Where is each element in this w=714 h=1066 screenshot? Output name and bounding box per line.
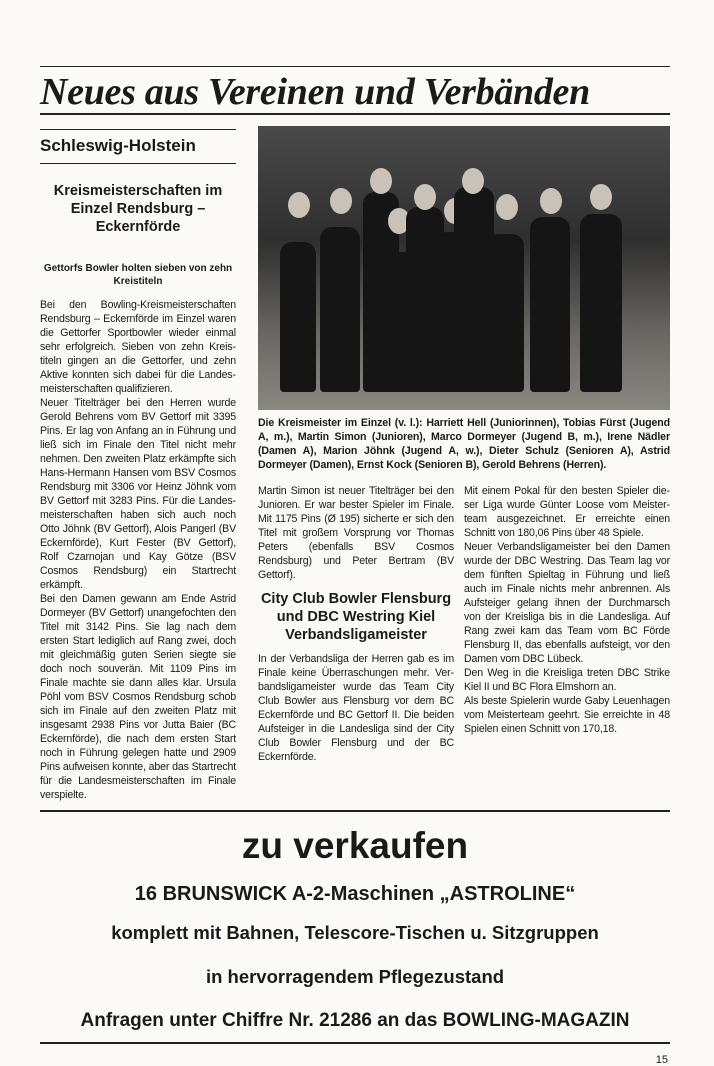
page-title: Neues aus Vereinen und Verbänden	[40, 71, 590, 113]
paragraph: Mit einem Pokal für den besten Spieler dieser Liga wurde Günter Loose vom Meisterteam ausgezeichnet. Er erreichte einen Schnitt von 180,06 Pins über 48 Spiele.	[464, 485, 670, 539]
article-headline: Kreismeisterschaften im Einzel Rendsburg – Eckernförde	[53, 183, 223, 235]
ad-headline: zu verkaufen	[241, 825, 469, 866]
paragraph: Als beste Spielerin wurde Gaby Leuenhagen vom Meisterteam geehrt. Sie erreichte in 48 Spielen einen Schnitt von 170,18.	[464, 695, 670, 735]
column-right-area	[258, 126, 670, 764]
ad-line: in hervorragendem Pflegezustand	[205, 966, 505, 987]
article-headline: City Club Bowler Flensburg und DBC Westring Kiel Verbandsligameister	[260, 591, 452, 643]
article-kicker: Gettorfs Bowler holten sieben von zehn Kreistiteln	[43, 263, 233, 287]
region-heading: Schleswig-Holstein	[40, 129, 236, 164]
photo-caption: Die Kreismeister im Einzel (v. l.): Harriett Hell (Juniorinnen), Tobias Fürst (Jugend A, m.), Martin Simon (Junioren), Marco Dormeyer (Jugend B, m.), Irene Nädler (Damen A), Marion Jöhnk (Jugend A, w.), Dieter Schulz (Senioren A), Astrid Dormeyer (Damen), Ernst Kock (Senioren B), Gerold Behrens (Herren).	[258, 417, 670, 471]
column-left	[40, 126, 236, 802]
paragraph: In der Verbandsliga der Herren gab es im Finale keine Überraschungen mehr. Verbandsligameister wurde das Team City Club Bowler aus Flensburg vor dem BC Eckernförde und BC Gettorf II. Die beiden Aufsteiger in die Landesliga sind der City Club Bowler Flensburg und der BC Eckernförde.	[258, 653, 454, 763]
article-body	[40, 298, 236, 802]
ad-line: komplett mit Bahnen, Telescore-Tischen u. Sitzgruppen	[111, 922, 599, 943]
top-rule	[40, 66, 670, 67]
ad-line: 16 BRUNSWICK A-2-Maschinen „ASTROLINE“	[134, 883, 576, 905]
paragraph: Martin Simon ist neuer Titelträger bei den Junioren. Er war bester Spieler im Finale. Mit 1175 Pins (Ø 195) sicherte er sich den Titel mit großem Vorsprung vor Thomas Peters (ebenfalls BSV Cosmos Rendsburg) und Peter Bertram (BV Gettorf).	[258, 485, 454, 581]
ad-line: Anfragen unter Chiffre Nr. 21286 an das BOWLING-MAGAZIN	[80, 1010, 630, 1031]
paragraph: Den Weg in die Kreisliga treten DBC Strike Kiel II und BC Flora Elmshorn an.	[464, 667, 670, 693]
team-photo	[258, 126, 670, 410]
column-right	[464, 484, 670, 764]
masthead	[40, 66, 670, 115]
content	[40, 126, 670, 1066]
paragraph: Bei den Bowling-Kreismeisterschaften Rendsburg – Eckernförde im Einzel waren die Gettorfer Sportbowler wieder einmal sehr erfolgreich. Sieben von zehn Kreistiteln gingen an die Gettorfer, und zehn Aktive konnten sich dabei für die Landesmeisterschaften qualifizieren.	[40, 299, 236, 395]
advertisement	[40, 810, 670, 1044]
paragraph: Bei den Damen gewann am Ende Astrid Dormeyer (BV Gettorf) unangefochten den Titel mit 3142 Pins. Sie lag nach dem ersten Start lediglich auf Rang zwei, doch mit gleichmäßig guten Serien siegte sie doch noch souverän. Mit 1109 Pins im Finale machte sie dann alles klar. Ursula Pöhl vom BSV Cosmos Rendsburg schob sich im Finale auf den zweiten Platz mit insgesamt 2938 Pins vor Jutta Baier (BC Eckernförde), die nach dem ersten Start noch in Führung gelegen hatte und 2909 Pins aufweisen konnte, aber das Startrecht für die Landesmeisterschaften im Finale verspielte.	[40, 593, 236, 801]
paragraph: Neuer Verbandsligameister bei den Damen wurde der DBC Westring. Das Team lag vor dem fünften Spieltag in Führung und ließ auch im Finale nichts mehr anbrennen. Als Aufsteiger gelang ihnen der Durchmarsch von der Kreisliga bis in die Landesliga. Auf Rang zwei kam das Team vom BC Förde Flensburg II, das ebenfalls aufsteigt, vor den Damen vom DBC Lübeck.	[464, 541, 670, 665]
page-number: 15	[655, 1054, 668, 1066]
column-middle	[258, 484, 454, 764]
paragraph: Neuer Titelträger bei den Herren wurde Gerold Behrens vom BV Gettorf mit 3395 Pins. Er lag von Anfang an in Führung und ließ sich im Finale den Titel nicht mehr nehmen. Den zweiten Platz erkämpfte sich Hans-Hermann Hansen vom BSV Cosmos Rendsburg mit 3306 vor Heinz Jöhnk vom BV Gettorf mit 3283 Pins. Für die Landesmeisterschaften haben sich auch noch Otto Jöhnk (BV Gettorf), Alois Pangerl (BV Eckernförde), Kurt Fester (BV Gettorf), Rolf Czarnojan und Kay Götze (BSV Cosmos Rendsburg) ein Startrecht erkämpft.	[40, 397, 236, 591]
